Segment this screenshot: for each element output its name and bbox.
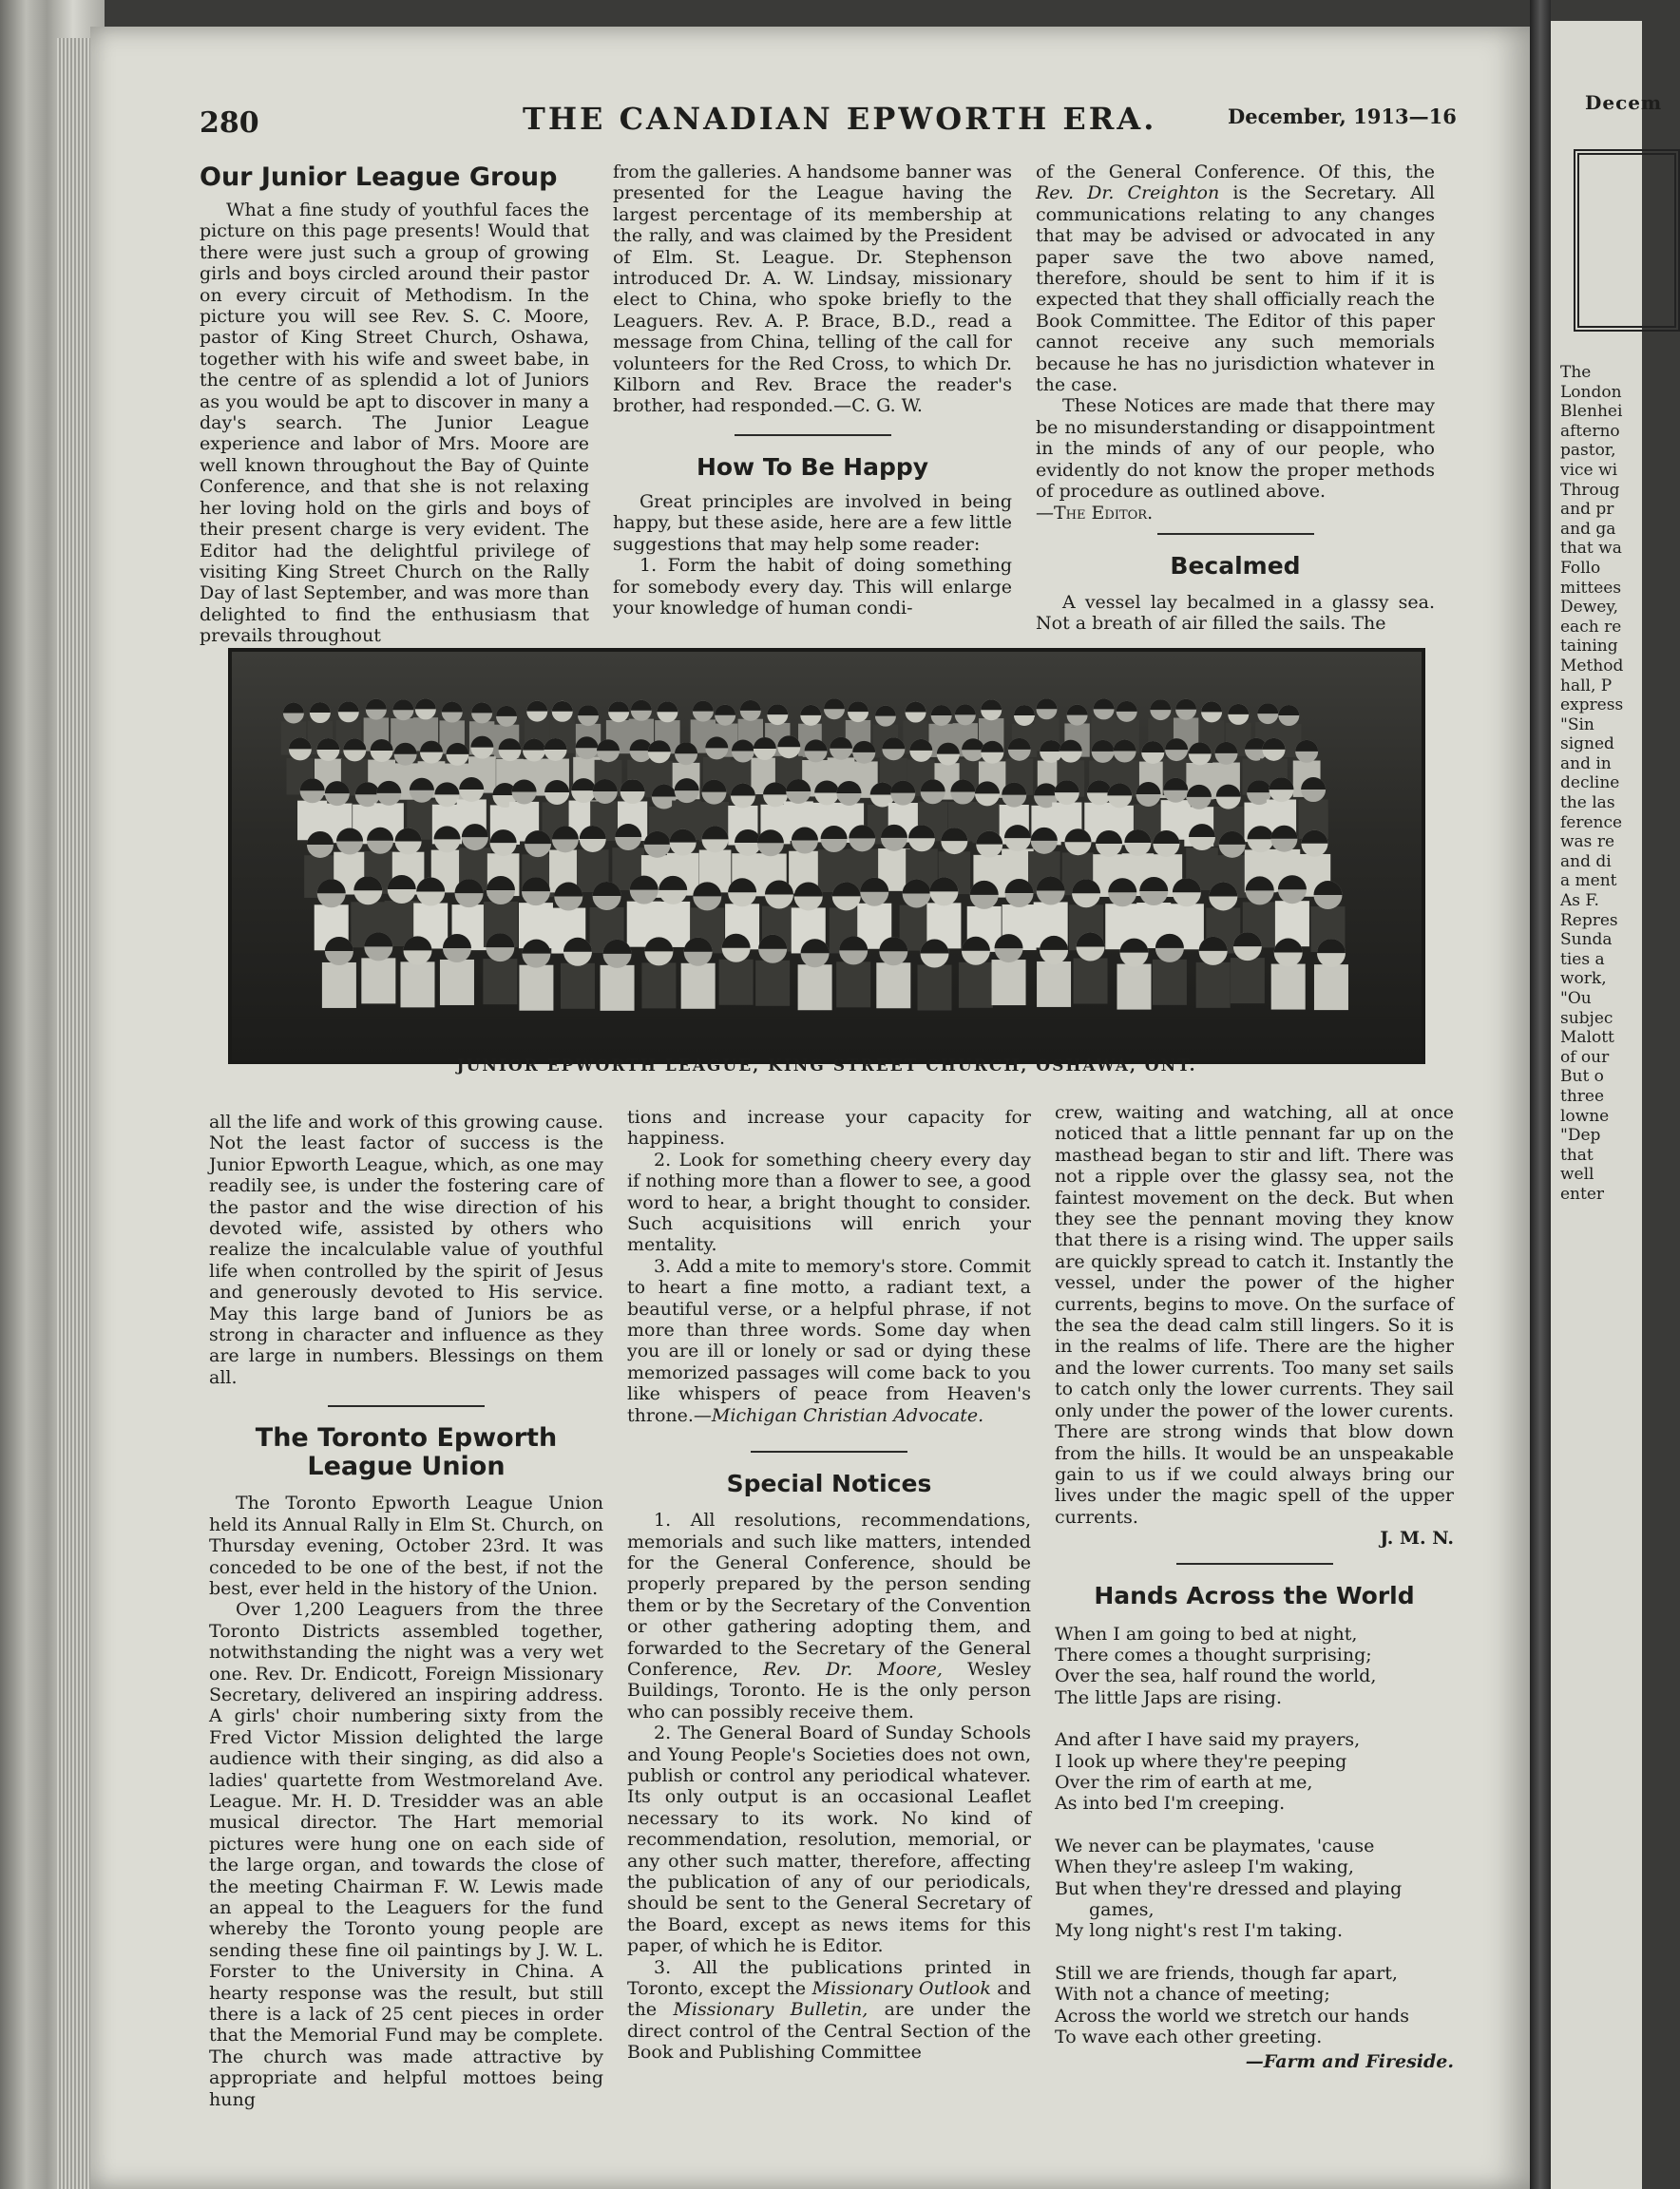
column-2-bottom: [627, 1107, 1031, 2064]
poem-line: When they're asleep I'm waking,: [1055, 1856, 1354, 1878]
facing-page-line: mittees: [1560, 578, 1622, 598]
group-photo-image: [232, 652, 1422, 1060]
poem-line: And after I have said my prayers,: [1055, 1729, 1361, 1751]
toronto-union-title: The Toronto Epworth League Union: [255, 1423, 558, 1482]
becalmed-signature: J. M. N.: [1380, 1528, 1454, 1550]
poem-line: I look up where they're peeping: [1055, 1750, 1347, 1772]
facing-page-line: and in: [1560, 753, 1612, 773]
column-1-top: [200, 163, 589, 647]
facing-page-line: Sunda: [1560, 930, 1613, 950]
photo-figure-body: [959, 962, 993, 1008]
page-number: 280: [200, 106, 259, 140]
facing-page-line: "Sin: [1560, 714, 1594, 734]
facing-page-line: "Ou: [1560, 989, 1592, 1008]
photo-figure-body: [601, 965, 635, 1011]
poem-line: When I am going to bed at night,: [1055, 1623, 1358, 1645]
junior-league-title: Our Junior League Group: [200, 162, 558, 192]
poem-line: Over the sea, half round the world,: [1055, 1666, 1377, 1687]
toronto-union-p2: Over 1,200 Leaguers from the three Toronto Districts assembled together, notwithstanding the night was a very wet one. Rev. Dr. Endicott, Foreign Missionary Secretary, delivered an inspiring address. A girls' choir numbering sixty from the Fred Victor Mission delighted the large audience with their singing, as did also a ladies' quartette from Westmoreland Ave. League. Mr. H. D. Tresidder was an able musical director. The Hart memorial pictures were hung one on each side of the large organ, and towards the close of the meeting Chairman F. W. Lewis made an appeal to the Leaguers for the fund whereby the Toronto young people are sending these fine oil paintings by J. W. L. Forster to the University in China. A hearty response was the result, but still there is a lack of 25 cent pieces in order that the Memorial Fund may be complete. The church was made attractive by appropriate and helpful mottoes being hung: [209, 1599, 603, 2110]
facing-page-line: that: [1560, 1145, 1594, 1165]
photo-figure-body: [1037, 961, 1071, 1007]
photo-figure-body: [1271, 964, 1306, 1010]
facing-page-line: As F.: [1560, 891, 1599, 911]
facing-page-line: and ga: [1560, 519, 1616, 539]
facing-page-line: But o: [1560, 1067, 1604, 1087]
column-2-top: [613, 162, 1012, 619]
facing-page-line: and di: [1560, 851, 1612, 871]
photo-figure-body: [1231, 958, 1265, 1003]
photo-figure-body: [483, 959, 517, 1004]
facing-page-line: and pr: [1560, 500, 1614, 520]
facing-page-box: [1574, 149, 1680, 332]
happy-item-3: 3. Add a mite to memory's store. Commit to heart a fine motto, a radiant text, a beautiful verse, or a helpful phrase, if not more than three words. Some day when you are ill or lonely or sad or dying these memorized passages will come back to you like whispers of peace from Heaven's throne.—Michigan Christian Advocate.: [627, 1255, 1031, 1426]
photo-figure-body: [1117, 964, 1151, 1010]
becalmed-title: Becalmed: [1170, 551, 1301, 580]
facing-page-line: decline: [1560, 773, 1620, 793]
poem-line: games,: [1089, 1899, 1155, 1920]
junior-league-continued: all the life and work of this growing cause. Not the least factor of success is the Junior Epworth League, which, as one may readily see, is under the fostering care of the pastor and the wise direction of his devoted wife, assisted by others who realize the incalculable value of youthful life when controlled by the spirit of Jesus and generously devoted to His service. May this large band of Juniors be as strong in character and influence as they are large in numbers. Blessings on them all.: [209, 1112, 603, 1388]
facing-page-line: signed: [1560, 734, 1614, 754]
facing-page-line: pastor,: [1560, 441, 1616, 461]
photo-figure-body: [836, 961, 870, 1007]
facing-page-line: Blenhei: [1560, 402, 1623, 422]
photo-figure-body: [519, 965, 553, 1011]
hands-poem: [1055, 1624, 1454, 2073]
facing-page-line: London: [1560, 382, 1622, 402]
photo-figure-body: [719, 960, 754, 1005]
facing-page-line: well: [1560, 1165, 1594, 1185]
photo-figure-body: [400, 961, 434, 1007]
hands-title: Hands Across the World: [1094, 1581, 1415, 1609]
notice-2: 2. The General Board of Sunday Schools and Young People's Societies does not own, publish or control any periodical whatever. Its only output is an occasional Leaflet necessary to its work. No kind of recommendation, resolution, memorial, or any other such matter, therefore, affecting the publication of any of our periodicals, should be sent to the General Secretary of the Board, except as news items for this paper, of which he is Editor.: [627, 1723, 1031, 1957]
poem-line: But when they're dressed and playing: [1055, 1877, 1403, 1899]
group-photo: [228, 648, 1425, 1064]
facing-page-line: the las: [1560, 793, 1615, 813]
poem-stanza-1: [1055, 1624, 1454, 1709]
facing-page-line: "Dep: [1560, 1126, 1601, 1146]
photo-caption: JUNIOR EPWORTH LEAGUE, KING STREET CHURCH, OSHAWA, ONT.: [456, 1056, 1197, 1075]
photo-figure-body: [361, 958, 395, 1003]
facing-page-line: three: [1560, 1086, 1605, 1106]
photo-figure-body: [992, 960, 1026, 1005]
facing-page-line: Method: [1560, 656, 1624, 676]
notices-signature: —The Editor.: [1036, 502, 1154, 523]
masthead: THE CANADIAN EPWORTH ERA.: [523, 101, 1157, 137]
facing-page-line: was re: [1560, 832, 1615, 852]
photo-figure-body: [1074, 959, 1108, 1004]
photo-figure-body: [1153, 960, 1187, 1005]
poem-stanza-3: [1055, 1836, 1454, 1942]
happy-item-1: 1. Form the habit of doing something for somebody every day. This will enlarge your knowledge of human condi-: [613, 555, 1012, 619]
poem-line: The little Japs are rising.: [1055, 1686, 1282, 1708]
facing-page-line: lowne: [1560, 1106, 1610, 1126]
notices-continued: of the General Conference. Of this, the Rev. Dr. Creighton is the Secretary. All communications relating to any changes that may be advised or advocated in any paper save the two above named, therefore, should be sent to him if it is expected that they shall officially reach the Book Committee. The Editor of this paper cannot receive any such memorials because he has no jurisdiction whatever in the case.: [1036, 162, 1435, 396]
facing-page-line: vice wi: [1560, 460, 1618, 480]
notice-1: 1. All resolutions, recommendations, memorials and such like matters, intended for the General Conference, should be properly prepared by the person sending them or by the Secretary of the Convention or other gathering adopting them, and forwarded to the Secretary of the General Conference, Rev. Dr. Moore, Wesley Buildings, Toronto. He is the only person who can possibly receive them.: [627, 1510, 1031, 1723]
special-notices-title: Special Notices: [726, 1470, 932, 1498]
issue-date: December, 1913—16: [1228, 105, 1457, 128]
book-gutter: [1530, 0, 1551, 2189]
photo-figure-body: [1196, 962, 1231, 1008]
facing-page-line: enter: [1560, 1184, 1605, 1204]
facing-page-line: Dewey,: [1560, 598, 1619, 618]
poem-line: Across the world we stretch our hands: [1055, 2005, 1409, 2027]
happy-title: How To Be Happy: [696, 452, 929, 481]
poem-stanza-2: [1055, 1729, 1454, 1815]
page-stack: [57, 38, 95, 2189]
photo-figure-body: [641, 962, 676, 1008]
poem-source: —Farm and Fireside.: [1245, 2051, 1454, 2073]
poem-line: My long night's rest I'm taking.: [1055, 1920, 1344, 1942]
facing-page-line: Follo: [1560, 558, 1601, 578]
poem-line: As into bed I'm creeping.: [1055, 1793, 1286, 1815]
becalmed-body: A vessel lay becalmed in a glassy sea. Not a breath of air filled the sails. The: [1036, 591, 1435, 635]
poem-line: Still we are friends, though far apart,: [1055, 1962, 1398, 1984]
facing-page: [1551, 21, 1663, 2189]
poem-line: There comes a thought surprising;: [1055, 1644, 1372, 1666]
happy-item-2: 2. Look for something cheery every day if nothing more than a flower to see, a good word to hear, a bright thought to consider. Such acquisitions will enrich your mentality.: [627, 1149, 1031, 1256]
becalmed-continued: crew, waiting and watching, all at once noticed that a little pennant far up on the masthead began to stir and lift. There was not a ripple over the glassy sea, not the faintest movement on the deck. But when they see the pennant moving they know that there is a rising wind. The upper sails are quickly spread to catch it. Instantly the vessel, under the power of the higher currents, begins to move. On the surface of the sea the dead calm still lingers. So it is in the realms of life. There are the higher and the lower currents. Too many set sails to catch only the lower currents. They sail only under the power of the lower curents. There are strong winds that blow down from the hills. It would be an unspeakable gain to us if we could always bring our lives under the magic spell of the upper currents.: [1055, 1102, 1454, 1528]
divider-rule: [735, 434, 891, 436]
facing-page-line: of our: [1560, 1047, 1610, 1067]
facing-page-line: The: [1560, 363, 1592, 382]
poem-line: With not a chance of meeting;: [1055, 1984, 1330, 2006]
column-3-top: [1036, 162, 1435, 635]
facing-page-line: taining: [1560, 637, 1618, 657]
poem-line: To wave each other greeting.: [1055, 2027, 1323, 2048]
photo-figure-body: [681, 963, 716, 1009]
photo-figure-body: [561, 963, 595, 1009]
photo-figure-body: [322, 962, 356, 1008]
toronto-union-continued: from the galleries. A handsome banner was presented for the League having the largest percentage of its membership at the rally, and was claimed by the President of Elm. St. League. Dr. Stephenson introduced Dr. A. W. Lindsay, missionary elect to China, who spoke briefly to the Leaguers. Rev. A. P. Brace, B.D., read a message from China, telling of the call for volunteers for the Red Cross, to which Dr. Kilborn and Rev. Brace the reader's brother, had responded.—C. G. W.: [613, 162, 1012, 417]
facing-page-line: ference: [1560, 812, 1623, 832]
junior-league-body: What a fine study of youthful faces the picture on this page presents! Would that there were just such a group of growing girls and boys circled around their pastor on every circuit of Methodism. In the picture you will see Rev. S. C. Moore, pastor of King Street Church, Oshawa, together with his wife and sweet babe, in the centre of as splendid a lot of Juniors as you would be apt to discover in many a day's search. The Junior League experience and labor of Mrs. Moore are well known throughout the Bay of Quinte Conference, and that she is not relaxing her loving hold on the girls and boys of their present charge is very evident. The Editor had the delightful privilege of visiting King Street Church on the Rally Day of last September, and was more than delighted to find the enthusiasm that prevails throughout: [200, 200, 589, 647]
divider-rule: [751, 1451, 907, 1453]
facing-page-line: Repres: [1560, 910, 1618, 930]
poem-stanza-4: [1055, 1963, 1454, 2048]
photo-figure-body: [440, 960, 474, 1005]
facing-page-text: [1560, 363, 1646, 1205]
happy-intro: Great principles are involved in being happy, but these aside, here are a few little suggestions that may help some reader:: [613, 490, 1012, 555]
facing-page-header: Decem: [1585, 91, 1663, 114]
photo-figure-body: [918, 965, 952, 1011]
facing-page-line: express: [1560, 695, 1624, 715]
divider-rule: [1157, 533, 1314, 535]
facing-page-line: Malott: [1560, 1028, 1614, 1048]
photo-figure-body: [876, 962, 910, 1008]
poem-line: We never can be playmates, 'cause: [1055, 1835, 1375, 1856]
facing-page-line: hall, P: [1560, 676, 1613, 695]
column-3-bottom: [1055, 1102, 1454, 2073]
facing-page-line: a ment: [1560, 871, 1617, 891]
photo-figure-body: [755, 961, 790, 1006]
toronto-union-p1: The Toronto Epworth League Union held its Annual Rally in Elm St. Church, on Thursday evening, October 23rd. It was conceded to be one of the best, if not the best, ever held in the history of the Union.: [209, 1493, 603, 1599]
facing-page-line: work,: [1560, 969, 1607, 989]
facing-page-line: Throug: [1560, 480, 1620, 500]
notices-closing: These Notices are made that there may be no misunderstanding or disappointment in the minds of any of our people, who evidently do not know the proper methods of procedure as outlined above.: [1036, 395, 1435, 503]
facing-page-line: each re: [1560, 617, 1622, 637]
photo-figure-body: [798, 964, 832, 1010]
poem-line: Over the rim of earth at me,: [1055, 1771, 1313, 1793]
photo-figure-body: [1314, 964, 1348, 1010]
column-1-bottom: [209, 1112, 603, 2110]
facing-page-line: ties a: [1560, 949, 1605, 969]
divider-rule: [328, 1405, 485, 1407]
facing-page-line: subjec: [1560, 1008, 1613, 1028]
facing-page-line: that wa: [1560, 539, 1622, 559]
facing-page-line: afterno: [1560, 421, 1620, 441]
divider-rule: [1176, 1563, 1333, 1565]
happy-item-1-continued: tions and increase your capacity for happiness.: [627, 1107, 1031, 1150]
notice-3: 3. All the publications printed in Toronto, except the Missionary Outlook and the Missionary Bulletin, are under the direct control of the Central Section of the Book and Publishing Committee: [627, 1956, 1032, 2064]
